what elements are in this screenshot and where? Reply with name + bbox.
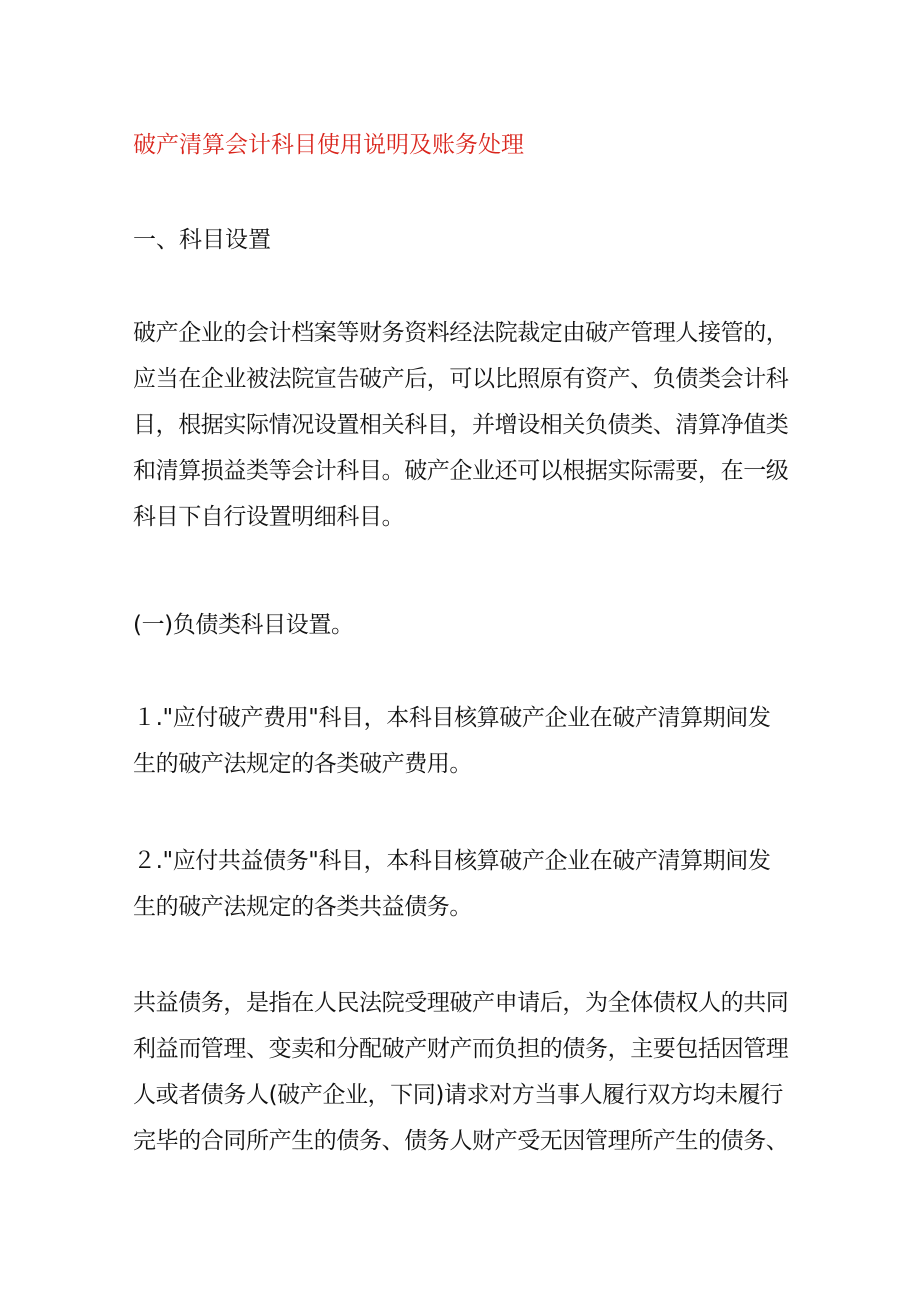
paragraph-line: 应当在企业被法院宣告破产后，可以比照原有资产、负债类会计科 (133, 366, 789, 392)
subsection-heading-liabilities (133, 602, 813, 648)
document-title: 破产清算会计科目使用说明及账务处理 (133, 132, 524, 158)
paragraph-line: 生的破产法规定的各类破产费用。 (133, 751, 473, 777)
paragraph-line: ２."应付共益债务"科目，本科目核算破产企业在破产清算期间发 (133, 848, 771, 874)
paragraph-line: 生的破产法规定的各类共益债务。 (133, 894, 473, 920)
paragraph-bankruptcy-expenses (133, 695, 813, 787)
paragraph-line: 利益而管理、变卖和分配破产财产而负担的债务，主要包括因管理 (133, 1036, 789, 1062)
paragraph-line: (一)负债类科目设置。 (133, 612, 354, 638)
paragraph-line: 人或者债务人(破产企业，下同)请求对方当事人履行双方均未履行 (133, 1082, 783, 1108)
paragraph-line: 共益债务，是指在人民法院受理破产申请后，为全体债权人的共同 (133, 990, 789, 1016)
paragraph-line: 破产企业的会计档案等财务资料经法院裁定由破产管理人接管的， (133, 320, 789, 346)
paragraph-line: １."应付破产费用"科目，本科目核算破产企业在破产清算期间发 (133, 705, 771, 731)
paragraph-common-debts (133, 838, 813, 930)
paragraph-line: 完毕的合同所产生的债务、债务人财产受无因管理所产生的债务、 (133, 1128, 789, 1154)
paragraph-account-setup (133, 310, 813, 540)
section-heading: 一、科目设置 (133, 227, 271, 253)
paragraph-line: 和清算损益类等会计科目。破产企业还可以根据实际需要，在一级 (133, 458, 789, 484)
paragraph-line: 目，根据实际情况设置相关科目，并增设相关负债类、清算净值类 (133, 412, 789, 438)
paragraph-common-debts-definition (133, 980, 813, 1164)
paragraph-line: 科目下自行设置明细科目。 (133, 504, 405, 530)
